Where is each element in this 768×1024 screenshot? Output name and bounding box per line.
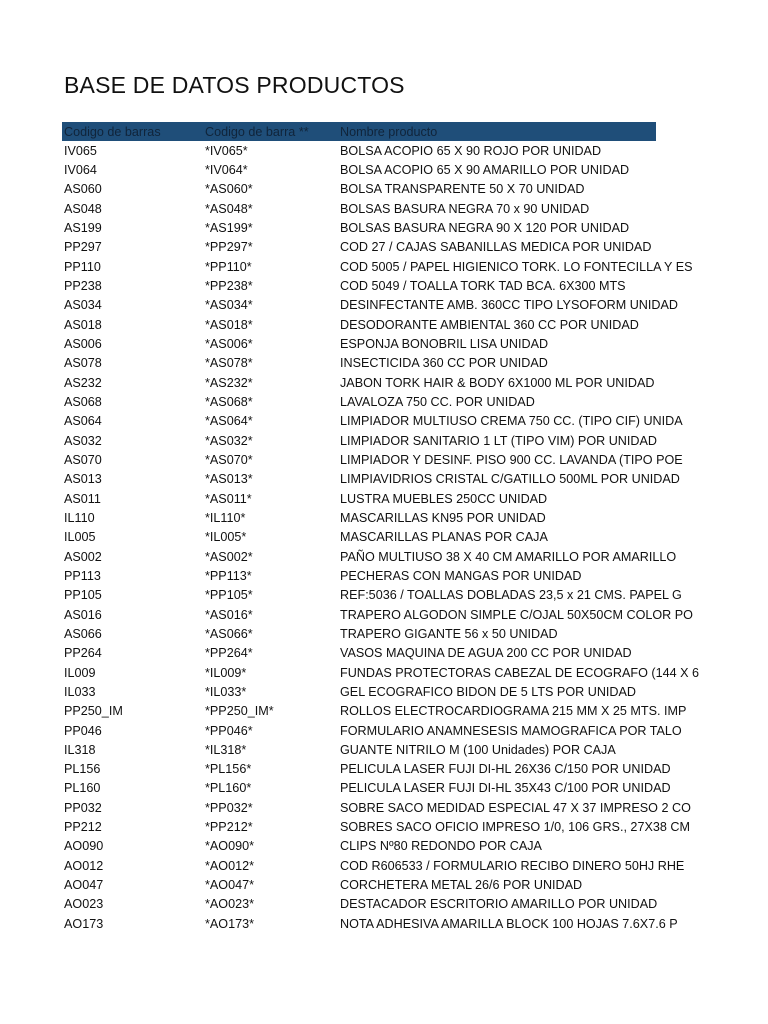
cell-product-name[interactable]: BOLSA TRANSPARENTE 50 X 70 UNIDAD	[340, 182, 585, 197]
cell-barcode[interactable]: PP110	[64, 259, 101, 274]
table-row[interactable]	[62, 837, 656, 856]
table-row[interactable]	[62, 798, 656, 817]
table-row[interactable]	[62, 914, 656, 933]
cell-barcode[interactable]: AS016	[64, 607, 102, 622]
cell-barcode[interactable]: AS070	[64, 452, 102, 467]
table-row[interactable]	[62, 315, 656, 334]
cell-barcode[interactable]: AS002	[64, 549, 102, 564]
table-row[interactable]	[62, 721, 656, 740]
cell-product-name[interactable]: BOLSA ACOPIO 65 X 90 ROJO POR UNIDAD	[340, 143, 602, 158]
cell-barcode-stars[interactable]: *AS060*	[205, 182, 253, 197]
cell-product-name[interactable]: TRAPERO ALGODON SIMPLE C/OJAL 50X50CM COLOR PO	[340, 607, 693, 622]
cell-barcode-stars[interactable]: *PP212*	[205, 820, 253, 835]
cell-barcode[interactable]: AO047	[64, 878, 104, 893]
cell-product-name[interactable]: BOLSAS BASURA NEGRA 90 X 120 POR UNIDAD	[340, 220, 630, 235]
cell-barcode[interactable]: AS232	[64, 375, 102, 390]
table-row[interactable]	[62, 875, 656, 894]
cell-product-name[interactable]: ESPONJA BONOBRIL LISA UNIDAD	[340, 336, 549, 351]
table-row[interactable]	[62, 624, 656, 643]
table-row[interactable]	[62, 682, 656, 701]
cell-product-name[interactable]: SOBRE SACO MEDIDAD ESPECIAL 47 X 37 IMPRESO 2 CO	[340, 800, 691, 815]
cell-barcode[interactable]: IL005	[64, 530, 96, 545]
table-row[interactable]	[62, 392, 656, 411]
cell-barcode[interactable]: PP032	[64, 800, 102, 815]
cell-barcode[interactable]: PP250_IM	[64, 704, 123, 719]
cell-barcode[interactable]: PP105	[64, 588, 102, 603]
cell-barcode[interactable]: PP264	[64, 646, 102, 661]
table-row[interactable]	[62, 412, 656, 431]
cell-product-name[interactable]: LIMPIADOR Y DESINF. PISO 900 CC. LAVANDA (TIPO POE	[340, 452, 683, 467]
cell-barcode-stars[interactable]: *PP238*	[205, 278, 253, 293]
table-row[interactable]	[62, 180, 656, 199]
table-row[interactable]	[62, 218, 656, 237]
cell-barcode[interactable]: AS034	[64, 298, 102, 313]
cell-barcode[interactable]: AS078	[64, 356, 102, 371]
cell-barcode[interactable]: AO090	[64, 839, 104, 854]
table-row[interactable]	[62, 779, 656, 798]
cell-product-name[interactable]: DESTACADOR ESCRITORIO AMARILLO POR UNIDAD	[340, 897, 658, 912]
cell-product-name[interactable]: MASCARILLAS PLANAS POR CAJA	[340, 530, 548, 545]
table-row[interactable]	[62, 702, 656, 721]
cell-barcode[interactable]: AS011	[64, 491, 101, 506]
table-row[interactable]	[62, 895, 656, 914]
table-row[interactable]	[62, 470, 656, 489]
cell-barcode-stars[interactable]: *AS232*	[205, 375, 253, 390]
cell-barcode[interactable]: AO012	[64, 858, 104, 873]
cell-barcode-stars[interactable]: *AS013*	[205, 472, 253, 487]
cell-barcode-stars[interactable]: *AO047*	[205, 878, 255, 893]
cell-barcode-stars[interactable]: *AS199*	[205, 220, 253, 235]
cell-product-name[interactable]: COD 5005 / PAPEL HIGIENICO TORK. LO FONTECILLA Y ES	[340, 259, 693, 274]
table-row[interactable]	[62, 238, 656, 257]
cell-product-name[interactable]: LIMPIADOR SANITARIO 1 LT (TIPO VIM) POR UNIDAD	[340, 433, 657, 448]
table-row[interactable]	[62, 760, 656, 779]
cell-barcode[interactable]: AO173	[64, 916, 104, 931]
cell-barcode[interactable]: AS064	[64, 414, 102, 429]
cell-product-name[interactable]: CORCHETERA METAL 26/6 POR UNIDAD	[340, 878, 583, 893]
table-row[interactable]	[62, 276, 656, 295]
table-row[interactable]	[62, 605, 656, 624]
cell-barcode-stars[interactable]: *PP264*	[205, 646, 253, 661]
cell-barcode-stars[interactable]: *AS032*	[205, 433, 253, 448]
header-barcode[interactable]: Codigo de barras	[64, 124, 161, 139]
cell-barcode-stars[interactable]: *AS011*	[205, 491, 252, 506]
cell-product-name[interactable]: ROLLOS ELECTROCARDIOGRAMA 215 MM X 25 MTS. IMP	[340, 704, 687, 719]
table-row[interactable]	[62, 450, 656, 469]
cell-barcode[interactable]: AS068	[64, 394, 102, 409]
cell-barcode[interactable]: AS199	[64, 220, 102, 235]
table-row[interactable]	[62, 354, 656, 373]
table-row[interactable]	[62, 334, 656, 353]
cell-product-name[interactable]: MASCARILLAS KN95 POR UNIDAD	[340, 510, 546, 525]
cell-product-name[interactable]: FUNDAS PROTECTORAS CABEZAL DE ECOGRAFO (144 X 6	[340, 665, 700, 680]
cell-product-name[interactable]: JABON TORK HAIR & BODY 6X1000 ML POR UNIDAD	[340, 375, 655, 390]
cell-barcode-stars[interactable]: *IL110*	[205, 510, 246, 525]
table-row[interactable]	[62, 489, 656, 508]
cell-barcode[interactable]: PP297	[64, 240, 102, 255]
cell-barcode-stars[interactable]: *AS006*	[205, 336, 253, 351]
cell-barcode-stars[interactable]: *PP046*	[205, 723, 253, 738]
cell-barcode-stars[interactable]: *PL160*	[205, 781, 252, 796]
cell-barcode[interactable]: AS066	[64, 626, 102, 641]
cell-product-name[interactable]: PAÑO MULTIUSO 38 X 40 CM AMARILLO POR AMARILLO	[340, 549, 677, 564]
cell-barcode[interactable]: PL160	[64, 781, 101, 796]
table-row[interactable]	[62, 644, 656, 663]
cell-barcode-stars[interactable]: *AS070*	[205, 452, 253, 467]
cell-barcode-stars[interactable]: *AO023*	[205, 897, 255, 912]
table-row[interactable]	[62, 431, 656, 450]
cell-barcode-stars[interactable]: *AS068*	[205, 394, 253, 409]
cell-barcode-stars[interactable]: *IL318*	[205, 742, 247, 757]
table-row[interactable]	[62, 547, 656, 566]
cell-barcode[interactable]: AO023	[64, 897, 104, 912]
cell-barcode-stars[interactable]: *PP250_IM*	[205, 704, 274, 719]
cell-barcode[interactable]: PP113	[64, 568, 101, 583]
cell-barcode[interactable]: PL156	[64, 762, 101, 777]
cell-barcode-stars[interactable]: *PL156*	[205, 762, 252, 777]
table-row[interactable]	[62, 373, 656, 392]
header-product-name[interactable]: Nombre producto	[340, 124, 438, 139]
cell-barcode-stars[interactable]: *AS016*	[205, 607, 253, 622]
cell-barcode-stars[interactable]: *AO173*	[205, 916, 255, 931]
table-row[interactable]	[62, 817, 656, 836]
cell-barcode-stars[interactable]: *IL009*	[205, 665, 247, 680]
cell-product-name[interactable]: PELICULA LASER FUJI DI-HL 26X36 C/150 POR UNIDAD	[340, 762, 671, 777]
cell-product-name[interactable]: INSECTICIDA 360 CC POR UNIDAD	[340, 356, 548, 371]
cell-barcode-stars[interactable]: *PP113*	[205, 568, 252, 583]
products-table	[62, 122, 700, 933]
products-sheet	[62, 122, 700, 933]
cell-product-name[interactable]: LIMPIADOR MULTIUSO CREMA 750 CC. (TIPO CIF) UNIDA	[340, 414, 683, 429]
cell-product-name[interactable]: GUANTE NITRILO M (100 Unidades) POR CAJA	[340, 742, 616, 757]
page-title: BASE DE DATOS PRODUCTOS	[64, 72, 405, 98]
cell-barcode-stars[interactable]: *AO090*	[205, 839, 255, 854]
cell-product-name[interactable]: NOTA ADHESIVA AMARILLA BLOCK 100 HOJAS 7.6X7.6 P	[340, 916, 678, 931]
cell-barcode-stars[interactable]: *PP110*	[205, 259, 252, 274]
cell-barcode[interactable]: AS048	[64, 201, 102, 216]
cell-barcode-stars[interactable]: *AO012*	[205, 858, 255, 873]
cell-product-name[interactable]: FORMULARIO ANAMNESESIS MAMOGRAFICA POR TALO	[340, 723, 682, 738]
cell-product-name[interactable]: COD 27 / CAJAS SABANILLAS MEDICA POR UNIDAD	[340, 240, 652, 255]
table-row[interactable]	[62, 508, 656, 527]
cell-product-name[interactable]: GEL ECOGRAFICO BIDON DE 5 LTS POR UNIDAD	[340, 684, 637, 699]
cell-barcode[interactable]: AS006	[64, 336, 102, 351]
cell-product-name[interactable]: BOLSAS BASURA NEGRA 70 x 90 UNIDAD	[340, 201, 590, 216]
cell-barcode-stars[interactable]: *IV065*	[205, 143, 248, 158]
cell-product-name[interactable]: PELICULA LASER FUJI DI-HL 35X43 C/100 POR UNIDAD	[340, 781, 671, 796]
cell-barcode-stars[interactable]: *PP297*	[205, 240, 253, 255]
cell-product-name[interactable]: TRAPERO GIGANTE 56 x 50 UNIDAD	[340, 626, 558, 641]
cell-barcode[interactable]: PP046	[64, 723, 102, 738]
cell-barcode[interactable]: IL009	[64, 665, 96, 680]
cell-barcode-stars[interactable]: *PP105*	[205, 588, 253, 603]
table-header	[62, 122, 656, 141]
table-row[interactable]	[62, 257, 656, 276]
cell-product-name[interactable]: VASOS MAQUINA DE AGUA 200 CC POR UNIDAD	[340, 646, 632, 661]
cell-product-name[interactable]: BOLSA ACOPIO 65 X 90 AMARILLO POR UNIDAD	[340, 162, 630, 177]
cell-product-name[interactable]: PECHERAS CON MANGAS POR UNIDAD	[340, 568, 582, 583]
table-row[interactable]	[62, 566, 656, 585]
cell-barcode[interactable]: IL318	[64, 742, 96, 757]
cell-barcode-stars[interactable]: *IV064*	[205, 162, 248, 177]
cell-barcode-stars[interactable]: *AS066*	[205, 626, 253, 641]
table-row[interactable]	[62, 160, 656, 179]
cell-barcode[interactable]: PP238	[64, 278, 102, 293]
cell-barcode[interactable]: AS032	[64, 433, 102, 448]
cell-product-name[interactable]: COD R606533 / FORMULARIO RECIBO DINERO 50HJ RHE	[340, 858, 685, 873]
table-row[interactable]	[62, 141, 656, 160]
cell-barcode[interactable]: IV065	[64, 143, 97, 158]
table-row[interactable]	[62, 740, 656, 759]
cell-barcode-stars[interactable]: *AS002*	[205, 549, 253, 564]
cell-product-name[interactable]: DESINFECTANTE AMB. 360CC TIPO LYSOFORM UNIDAD	[340, 298, 678, 313]
table-row[interactable]	[62, 199, 656, 218]
table-row[interactable]	[62, 586, 656, 605]
header-row	[62, 122, 656, 141]
table-row[interactable]	[62, 856, 656, 875]
cell-barcode-stars[interactable]: *IL033*	[205, 684, 247, 699]
cell-product-name[interactable]: DESODORANTE AMBIENTAL 360 CC POR UNIDAD	[340, 317, 639, 332]
cell-product-name[interactable]: COD 5049 / TOALLA TORK TAD BCA. 6X300 MTS	[340, 278, 626, 293]
cell-barcode[interactable]: AS018	[64, 317, 102, 332]
cell-product-name[interactable]: CLIPS Nº80 REDONDO POR CAJA	[340, 839, 542, 854]
cell-barcode[interactable]: AS013	[64, 472, 102, 487]
cell-barcode-stars[interactable]: *AS048*	[205, 201, 253, 216]
cell-barcode-stars[interactable]: *PP032*	[205, 800, 253, 815]
cell-barcode[interactable]: PP212	[64, 820, 102, 835]
cell-barcode-stars[interactable]: *AS078*	[205, 356, 253, 371]
cell-product-name[interactable]: LAVALOZA 750 CC. POR UNIDAD	[340, 394, 535, 409]
cell-barcode-stars[interactable]: *AS034*	[205, 298, 253, 313]
cell-product-name[interactable]: REF:5036 / TOALLAS DOBLADAS 23,5 x 21 CMS. PAPEL G	[340, 588, 682, 603]
cell-barcode-stars[interactable]: *IL005*	[205, 530, 247, 545]
cell-barcode-stars[interactable]: *AS064*	[205, 414, 253, 429]
cell-product-name[interactable]: LIMPIAVIDRIOS CRISTAL C/GATILLO 500ML POR UNIDAD	[340, 472, 680, 487]
cell-barcode[interactable]: IL110	[64, 510, 95, 525]
header-barcode-stars[interactable]: Codigo de barra **	[205, 124, 309, 139]
cell-barcode[interactable]: IL033	[64, 684, 96, 699]
cell-barcode[interactable]: AS060	[64, 182, 102, 197]
table-row[interactable]	[62, 663, 656, 682]
table-row[interactable]	[62, 296, 656, 315]
cell-product-name[interactable]: SOBRES SACO OFICIO IMPRESO 1/0, 106 GRS., 27X38 CM	[340, 820, 690, 835]
table-row[interactable]	[62, 528, 656, 547]
table-body	[62, 141, 700, 933]
cell-barcode-stars[interactable]: *AS018*	[205, 317, 253, 332]
cell-product-name[interactable]: LUSTRA MUEBLES 250CC UNIDAD	[340, 491, 548, 506]
cell-barcode[interactable]: IV064	[64, 162, 97, 177]
